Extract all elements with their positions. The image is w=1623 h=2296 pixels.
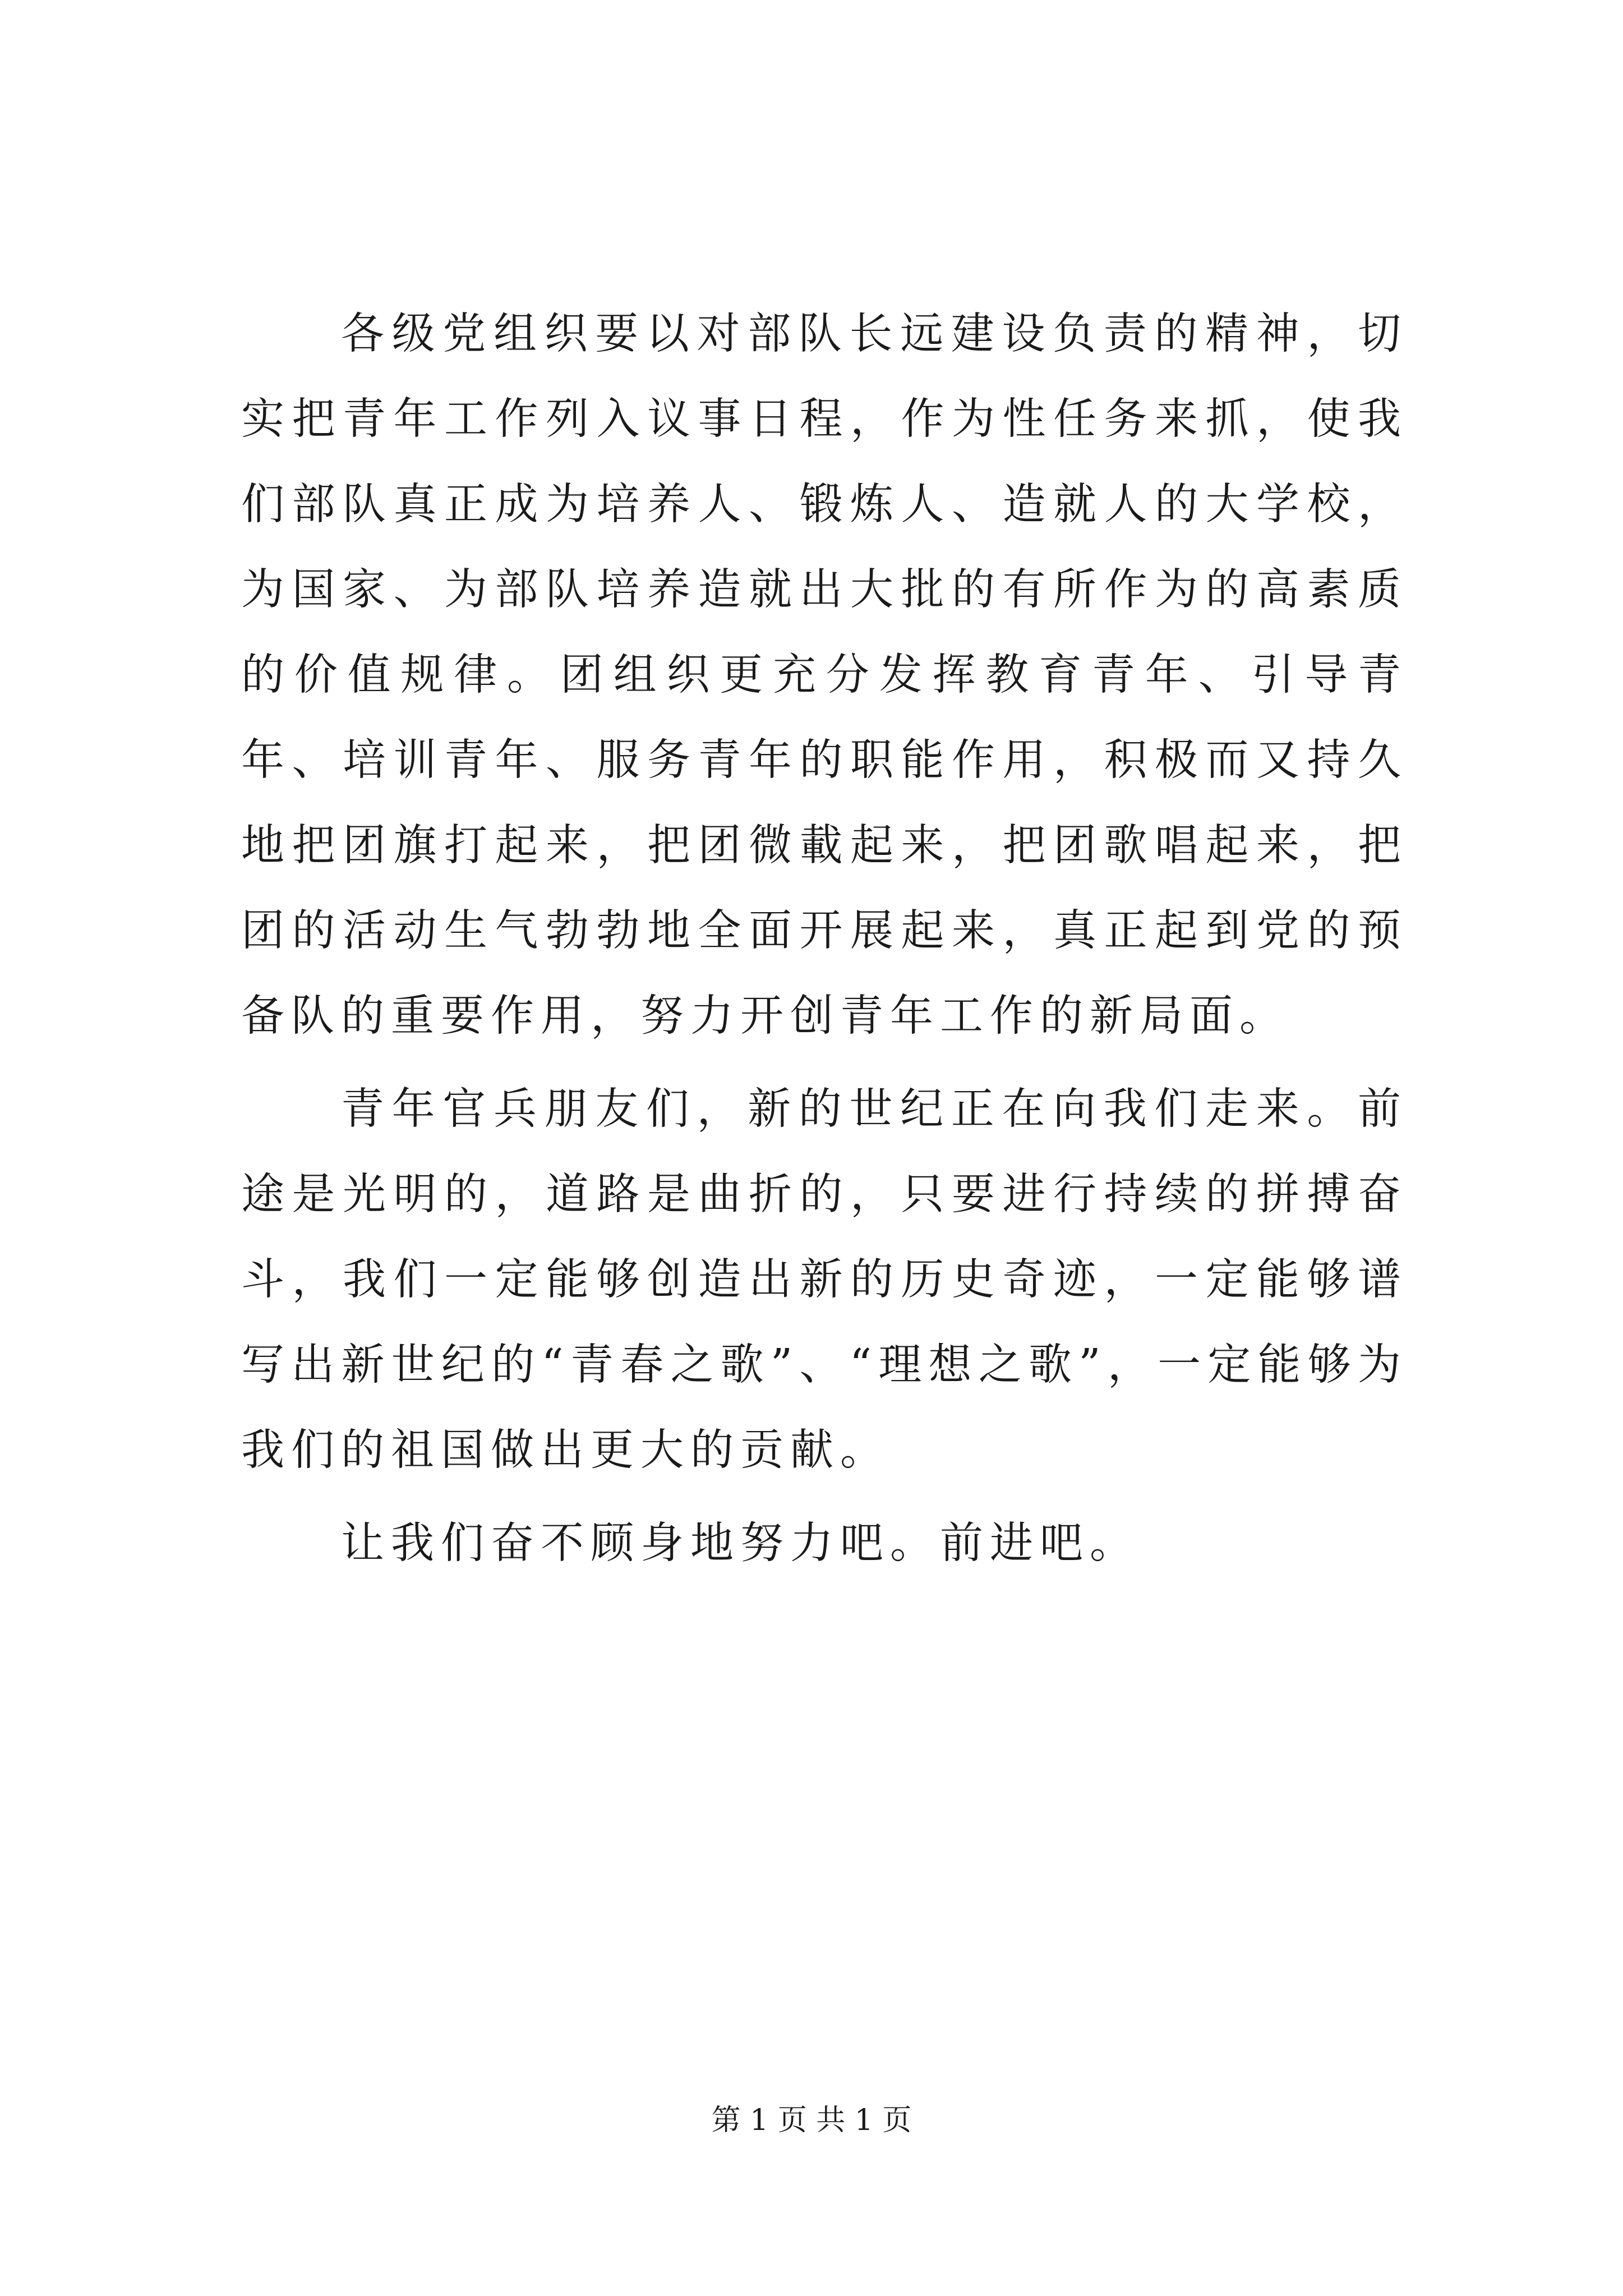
page-footer: 第 1 页 共 1 页 [711, 2104, 912, 2137]
paragraph-1: 各级党组织要以对部队长远建设负责的精神，切实把青年工作列入议事日程，作为性任务来抓，使我们部队真正成为培养人、锻炼人、造就人的大学校，为国家、为部队培养造就出大批的有所作为的高素质的价值规律。团组织更充分发挥教育青年、引导青年、培训青年、服务青年的职能作用，积极而又持久地把团旗打起来，把团微載起来，把团歌唱起来，把团的活动生气勃勃地全面开展起来，真正起到党的预备队的重要作用，努力开创青年工作的新局面。 [241, 309, 1408, 1041]
document-body [241, 292, 1408, 1594]
paragraph-3: 让我们奋不顾身地努力吧。前进吧。 [341, 1519, 1140, 1568]
paragraph-2: 青年官兵朋友们，新的世纪正在向我们走来。前途是光明的，道路是曲折的，只要进行持续的拼搏奋斗，我们一定能够创造出新的历史奇迹，一定能够谱写出新世纪的“青春之歌”、“理想之歌”，一定能够为我们的祖国做出更大的贡献。 [241, 1084, 1408, 1475]
